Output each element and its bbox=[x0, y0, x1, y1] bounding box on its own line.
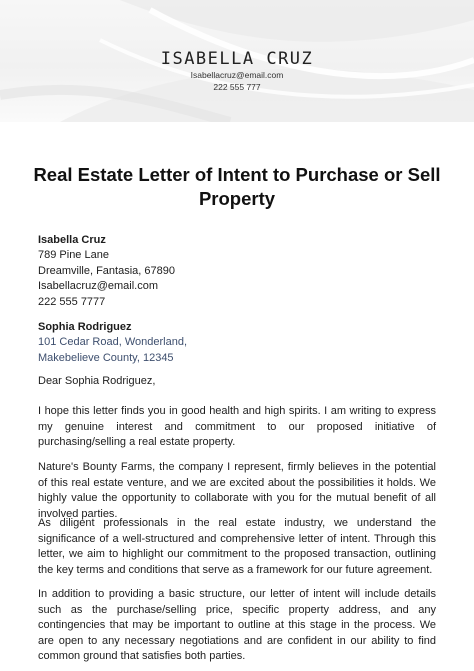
recipient-address-block bbox=[38, 320, 187, 366]
sender-phone: 222 555 7777 bbox=[38, 295, 106, 308]
body-paragraph: Nature's Bounty Farms, the company I represent, firmly believes in the potential of this real estate venture, and we are excited about the possibilities it holds. We highly value the opportunity to collaborate with you for the mutual benefit of all involved parties. bbox=[38, 461, 436, 520]
letterhead-name: ISABELLA CRUZ bbox=[160, 49, 314, 69]
sender-address-block bbox=[38, 233, 175, 310]
sender-street: 789 Pine Lane bbox=[38, 249, 109, 262]
letterhead-phone: 222 555 777 bbox=[213, 82, 261, 92]
sender-city: Dreamville, Fantasia, 67890 bbox=[38, 264, 175, 277]
salutation: Dear Sophia Rodriguez, bbox=[38, 375, 156, 387]
sender-email: Isabellacruz@email.com bbox=[38, 280, 158, 293]
document-title: Real Estate Letter of Intent to Purchase or Sell Property bbox=[33, 164, 441, 209]
recipient-county: Makebelieve County, 12345 bbox=[38, 351, 174, 364]
letterhead-banner bbox=[0, 0, 474, 122]
body-paragraph: I hope this letter finds you in good health and high spirits. I am writing to express my genuine interest and commitment to our proposed initiative of purchasing/selling a real estate property. bbox=[38, 405, 436, 448]
recipient-name: Sophia Rodriguez bbox=[38, 321, 132, 333]
body-paragraph: In addition to providing a basic structure, our letter of intent will include details such as the purchase/selling price, specific property address, and any contingencies that may be important to outline at this stage in the process. We are open to any necessary negotiations and are confident in our ability to find common ground that satisfies both parties. bbox=[38, 588, 436, 662]
recipient-street: 101 Cedar Road, Wonderland, bbox=[38, 336, 188, 349]
body-paragraph: As diligent professionals in the real estate industry, we understand the significance of a well-structured and comprehensive letter of intent. Through this letter, we aim to highlight our commitment to the proposed transaction, outlining the key terms and conditions that serve as a framework for our future agreement. bbox=[38, 517, 436, 576]
letterhead-email: Isabellacruz@email.com bbox=[190, 70, 284, 80]
sender-name: Isabella Cruz bbox=[38, 234, 106, 246]
